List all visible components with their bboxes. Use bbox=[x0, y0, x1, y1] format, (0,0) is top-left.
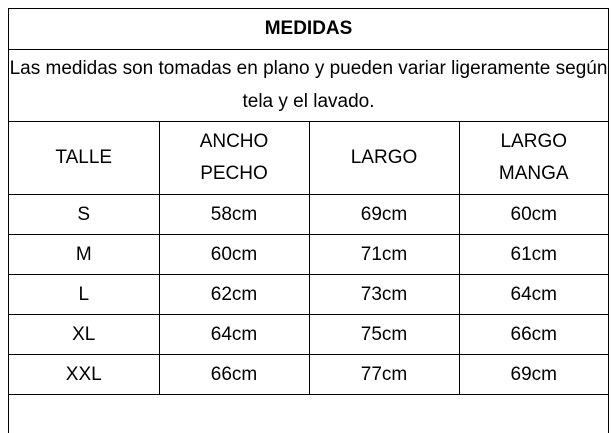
table-row bbox=[9, 355, 608, 395]
length-cell: 75cm bbox=[309, 315, 459, 355]
sleeve-cell: 64cm bbox=[459, 275, 608, 315]
chest-cell: 62cm bbox=[159, 275, 309, 315]
size-cell: L bbox=[9, 275, 159, 315]
length-cell: 77cm bbox=[309, 355, 459, 395]
sleeve-cell: 60cm bbox=[459, 195, 608, 235]
size-chart bbox=[8, 8, 609, 433]
table-row bbox=[9, 315, 608, 355]
header-cell bbox=[9, 122, 159, 195]
header-cell bbox=[309, 122, 459, 195]
header-row bbox=[9, 122, 608, 195]
table-row bbox=[9, 275, 608, 315]
table-row bbox=[9, 235, 608, 275]
chest-cell: 64cm bbox=[159, 315, 309, 355]
header-sleeve-length-line1: LARGO bbox=[500, 131, 568, 152]
table-row bbox=[9, 195, 608, 235]
size-table bbox=[9, 122, 608, 395]
sleeve-cell: 61cm bbox=[459, 235, 608, 275]
size-cell: XXL bbox=[9, 355, 159, 395]
chest-cell: 58cm bbox=[159, 195, 309, 235]
sleeve-cell: 66cm bbox=[459, 315, 608, 355]
header-chest-width-line2: PECHO bbox=[200, 163, 268, 184]
header-length: LARGO bbox=[350, 147, 418, 168]
header-chest-width-line1: ANCHO bbox=[199, 131, 269, 152]
length-cell: 73cm bbox=[309, 275, 459, 315]
sleeve-cell: 69cm bbox=[459, 355, 608, 395]
length-cell: 69cm bbox=[309, 195, 459, 235]
length-cell: 71cm bbox=[309, 235, 459, 275]
chest-cell: 66cm bbox=[159, 355, 309, 395]
size-cell: XL bbox=[9, 315, 159, 355]
header-size: TALLE bbox=[55, 147, 113, 168]
header-sleeve-length-line2: MANGA bbox=[498, 163, 569, 184]
size-cell: M bbox=[9, 235, 159, 275]
header-cell bbox=[459, 122, 608, 195]
chest-cell: 60cm bbox=[159, 235, 309, 275]
measurement-note: Las medidas son tomadas en plano y pueden variar ligeramente según tela y el lavado. bbox=[9, 49, 608, 122]
size-cell: S bbox=[9, 195, 159, 235]
header-cell bbox=[159, 122, 309, 195]
chart-title: MEDIDAS bbox=[9, 9, 608, 50]
